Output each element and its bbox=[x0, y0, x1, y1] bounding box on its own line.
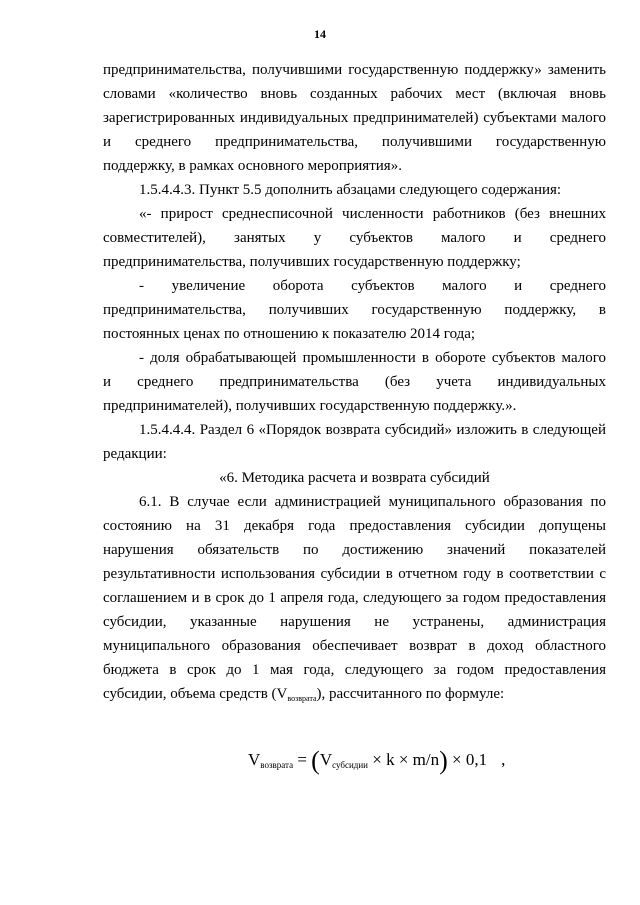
text-line: соглашением и в срок до 1 апреля года, следующего за годом предоставления bbox=[103, 590, 606, 606]
text-line: предпринимательства, получивших государственную поддержку, в bbox=[103, 302, 606, 318]
text-line: нарушения обязательств по достижению значений показателей bbox=[103, 542, 606, 558]
text-line: редакции: bbox=[103, 446, 167, 462]
text-line: зарегистрированных индивидуальных предпринимателей) субъектами малого bbox=[103, 110, 606, 126]
text-line: результативности использования субсидии в отчетном году в соответствии с bbox=[103, 566, 606, 582]
page-number: 14 bbox=[314, 27, 326, 41]
formula-lhs-subscript: возврата bbox=[260, 760, 294, 770]
section-heading: «6. Методика расчета и возврата субсидий bbox=[219, 470, 490, 486]
formula: $V_{возврата} = (V_{субсидии} \times k \times m/n) \times 0,1$ , bbox=[248, 746, 506, 775]
formula-lhs: V bbox=[248, 750, 261, 769]
text-line: бюджета в срок до 1 мая года, следующего за годом предоставления bbox=[103, 662, 606, 678]
text-line: состоянию на 31 декабря года предоставления субсидии допущены bbox=[103, 518, 606, 534]
text-line: предпринимателей), получивших государственную поддержку.». bbox=[103, 398, 517, 414]
formula-close-paren: ) bbox=[439, 746, 448, 775]
formula-open-paren: ( bbox=[311, 746, 320, 775]
formula-comma: , bbox=[501, 750, 506, 769]
document-body bbox=[103, 58, 606, 706]
text-line: «- прирост среднесписочной численности работников (без внешних bbox=[139, 206, 606, 222]
text-line: предпринимательства, получившими государственную поддержку» заменить bbox=[103, 62, 606, 78]
text-line: муниципального образования обеспечивает возврат в доход областного bbox=[103, 638, 606, 654]
subscript: возврата bbox=[287, 694, 317, 703]
text-line: и среднего предпринимательства, получившими государственную bbox=[103, 134, 606, 150]
text-line: субсидии, указанные нарушения не устранены, администрация bbox=[103, 614, 606, 630]
text-line: постоянных ценах по отношению к показателю 2014 года; bbox=[103, 326, 476, 342]
text-line: - доля обрабатывающей промышленности в обороте субъектов малого bbox=[139, 350, 606, 366]
text-line: поддержку, в рамках основного мероприятия». bbox=[103, 158, 402, 174]
text-line: предпринимательства, получивших государственную поддержку; bbox=[103, 254, 521, 270]
text-line: и среднего предпринимательства (без учета индивидуальных bbox=[103, 374, 606, 390]
formula-variable-subscript: субсидии bbox=[332, 760, 368, 770]
text-line-with-subscript: субсидии, объема средств $(V_{возврата})$, рассчитанного по формуле: bbox=[103, 686, 505, 703]
text-line: 1.5.4.4.3. Пункт 5.5 дополнить абзацами следующего содержания: bbox=[139, 182, 562, 198]
formula-variable: V bbox=[319, 750, 333, 769]
text-line: - увеличение оборота субъектов малого и среднего bbox=[139, 278, 606, 294]
text-line: совместителей), занятых у субъектов малого и среднего bbox=[103, 230, 606, 246]
text-line: словами «количество вновь созданных рабочих мест (включая вновь bbox=[103, 86, 606, 102]
text-line: 1.5.4.4.4. Раздел 6 «Порядок возврата субсидий» изложить в следующей bbox=[139, 422, 606, 438]
text-line: 6.1. В случае если администрацией муниципального образования по bbox=[139, 494, 606, 510]
